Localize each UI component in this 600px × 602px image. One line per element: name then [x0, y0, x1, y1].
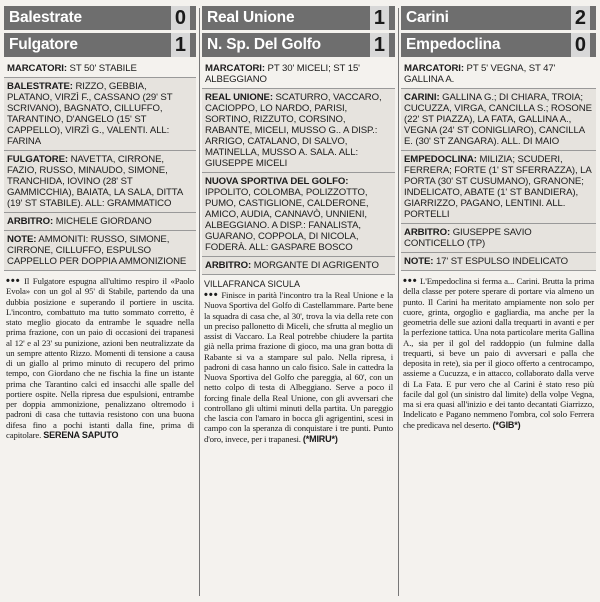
away-team-name: N. Sp. Del Golfo — [207, 36, 321, 53]
home-team-name: Balestrate — [9, 9, 82, 26]
scorers-box — [202, 60, 395, 89]
away-team-score: 1 — [370, 33, 389, 57]
home-lineup-text: SCATURRO, VACCARO, CACIOPPO, LO NARDO, PARISI, SORTINO, RIZZUTO, CORSINO, RABANTE, MICELI, MUSSO G.. A DISP.: ARRIGO, CATALANO, DI SALVO, MATINELLA, MUSSO A. SALA. ALL: GIUSEPPE MICELI — [205, 92, 382, 169]
referee-box — [401, 224, 596, 253]
home-lineup-text: RIZZO, GEBBIA, PLATANO, VIRZÌ F., CASSANO (29' ST SCRIVANO), BAGNATO, CILLUFFO, TARANTINO, D'ANGELO (15' ST CAPPELLO), VIRZÌ G., VALENTI. ALL: FARINA — [7, 81, 173, 147]
scorers-label: MARCATORI: — [404, 63, 464, 74]
home-lineup-box — [202, 89, 395, 173]
home-lineup-box — [4, 78, 196, 151]
home-team-name: Carini — [406, 9, 449, 26]
bullet-dots: ••• — [403, 275, 418, 287]
away-lineup-text: MILIZIA; SCUDERI, FERRERA; FORTE (1' ST SFERRAZZA), LA PORTA (30' ST CUSUMANO), GRANONE; INDELICATO, ABATE (1' ST BANDIERA), GIARRIZZO, PAGANO, LENTINI. ALL. PORTELLI — [404, 154, 592, 220]
referee-text: GIUSEPPE SAVIO CONTICELLO (TP) — [404, 227, 532, 249]
home-team-score: 0 — [171, 6, 190, 30]
home-lineup-text: GALLINA G.; DI CHIARA, TROIA; CUCUZZA, VIRGA, CANCILLA S.; ROSONE (22' ST PIAZZA), LA FATA, GALLINA A., VEGNA (24' ST CONIGLIARO), CANCILLA E. (30' ST ZANGARA). ALL. DI MAIO — [404, 92, 592, 147]
column-divider — [199, 8, 200, 596]
byline: (*GIB*) — [492, 419, 521, 430]
score-row-away — [401, 33, 596, 57]
notes-label: NOTE: — [404, 256, 434, 267]
away-lineup-label: FULGATORE: — [7, 154, 68, 165]
scorers-label: MARCATORI: — [205, 63, 265, 74]
scorers-box — [401, 60, 596, 89]
match-column-balestrate-fulgatore — [4, 0, 196, 602]
away-team-score: 0 — [571, 33, 590, 57]
scorers-box — [4, 60, 196, 78]
bullet-dots: ••• — [204, 289, 219, 301]
referee-text: MORGANTE DI AGRIGENTO — [253, 260, 379, 271]
home-lineup-label: CARINI: — [404, 92, 440, 103]
away-lineup-label: EMPEDOCLINA: — [404, 154, 477, 165]
home-team-score: 2 — [571, 6, 590, 30]
home-team-name: Real Unione — [207, 9, 295, 26]
score-row-away — [202, 33, 395, 57]
notes-box — [401, 253, 596, 271]
away-team-name: Empedoclina — [406, 36, 501, 53]
away-lineup-label: NUOVA SPORTIVA DEL GOLFO: — [205, 176, 349, 187]
dateline: VILLAFRANCA SICULA — [204, 279, 301, 289]
away-lineup-text: IPPOLITO, COLOMBA, POLIZZOTTO, PUMO, CASTIGLIONE, CALDERONE, AMICO, AUDIA, CANNAVÒ, UNNIENI, ALBEGGIANO. A DISP.: FANALISTA, GUARANO, COPPOLA, DI NICOLA, FODERÀ. ALL: GASPARE BOSCO — [205, 187, 369, 253]
away-lineup-box — [4, 151, 196, 213]
bullet-dots: ••• — [6, 275, 21, 287]
match-report-text: Finisce in parità l'incontro tra la Real Unione e la Nuova Sportiva del Golfo di Castellammare. Parte bene la squadra di casa che, al 30', trova la via della rete con un preciso pallonetto di Miceli, che sfrutta al meglio un assist di Vaccaro. La Real potrebbe chiudere la partita già nella prima frazione di gioco, ma una gran botta di Rabante si va a stampare sul palo. Nella ripresa, i padroni di casa hanno un calo fisico. Sale in cattedra la Nuova Sportiva del Golfo che pareggia, al 60', con un netto colpo di testa di Albeggiano. Serve a poco il forcing finale della Real Unione, con gli avversari che controllano gli ultimi minuti della partita. Un pareggio che lascia con l'amaro in bocca gli agrigentini, scesi in campo con la speranza di conquistare i tre punti. Punto d'oro, invece, per i trapanesi. — [204, 290, 393, 444]
match-report-text: Il Fulgatore espugna all'ultimo respiro il «Paolo Evola» con un gol al 95' di Stabile, partendo da una dubbia posizione e superando il portiere in uscita. L'incontro, combattuto ma tutto sommato corretto, è stato meglio giocato da entrambe le squadre nella prima frazione, con un paio di occasioni dei trapanesi al 12' e al 23' su punizione, azioni ben neutralizzate da un sempre attento Rizzo. Momenti di tensione a causa di un giallo al primo minuto di recupero del primo tempo, con Giordano che ne fischia la fine un istante prima che Tarantino calci ed insacchi alle spalle del portiere ospite. Nella ripresa due espulsioni, entrambe per doppia ammonizione, penalizzano oltremodo i padroni di casa che tuttavia resistono con una buona difesa fino a pochi istanti dalla fine, prima di capitolare. — [6, 276, 194, 440]
match-report — [4, 276, 196, 440]
scorers-text: PT 5' VEGNA, ST 47' GALLINA A. — [404, 63, 556, 85]
referee-box — [4, 213, 196, 231]
column-divider — [398, 8, 399, 596]
notes-box — [4, 231, 196, 271]
home-lineup-label: REAL UNIONE: — [205, 92, 273, 103]
home-lineup-box — [401, 89, 596, 151]
away-team-name: Fulgatore — [9, 36, 78, 53]
match-column-real-unione-golfo — [202, 0, 395, 602]
scorers-text: PT 30' MICELI; ST 15' ALBEGGIANO — [205, 63, 360, 85]
score-row-home — [202, 6, 395, 30]
away-team-score: 1 — [171, 33, 190, 57]
referee-label: ARBITRO: — [404, 227, 451, 238]
byline: SERENA SAPUTO — [43, 429, 119, 440]
referee-box — [202, 257, 395, 275]
notes-text: AMMONITI: RUSSO, SIMONE, CIRRONE, CILLUFFO, ESPULSO CAPPELLO PER DOPPIA AMMONIZIONE — [7, 234, 187, 267]
match-report — [401, 276, 596, 430]
referee-text: MICHELE GIORDANO — [55, 216, 152, 227]
score-row-home — [4, 6, 196, 30]
notes-text: 17' ST ESPULSO INDELICATO — [435, 256, 569, 267]
match-report-text: L'Empedoclina si ferma a... Carini. Brutta la prima della classe per potere sperare di portare via almeno un punto. Il Carini ha meritato ampiamente non solo per cuore, grinta, orgoglio e gagliardia, ma anche per la geometria delle sue azioni dalla trequarti in avanti e per la perfezione tattica. Una nota particolare merita Gallina A., sia per il gol del raddoppio (un fulmine dalla trequarti, si beve un paio di avversari e palla che deposita in rete), sia per il gioco offerto a centrocampo, assieme a Cucuzza, e in attacco, collaborato dalla verve di La Fata. E pur vero che al Carini è stato reso più facile dal gol (un sinistro dal limite) della volpe Vegna, ma si era quasi all'inizio e dei tanto decantati Giarrizzo, Indelicato e Pagano nemmeno l'ombra, col solo Ferrera che predicava nel deserto. — [403, 276, 594, 430]
score-row-home — [401, 6, 596, 30]
referee-label: ARBITRO: — [7, 216, 54, 227]
home-lineup-label: BALESTRATE: — [7, 81, 73, 92]
scorers-text: ST 50' STABILE — [69, 63, 137, 74]
away-lineup-box — [401, 151, 596, 224]
away-lineup-box — [202, 173, 395, 257]
home-team-score: 1 — [370, 6, 389, 30]
away-lineup-text: NAVETTA, CIRRONE, FAZIO, RUSSO, MINAUDO, SIMONE, TRANCHIDA, IOVINO (28' ST GAMMICCHIA), BAIATA, LA SALA, DITTA (19' ST STABILE). ALL: GRAMMATICO — [7, 154, 183, 209]
byline: (*MIRU*) — [302, 433, 338, 444]
referee-label: ARBITRO: — [205, 260, 252, 271]
match-column-carini-empedoclina — [401, 0, 596, 602]
score-row-away — [4, 33, 196, 57]
notes-label: NOTE: — [7, 234, 37, 245]
scorers-label: MARCATORI: — [7, 63, 67, 74]
match-report — [202, 290, 395, 444]
